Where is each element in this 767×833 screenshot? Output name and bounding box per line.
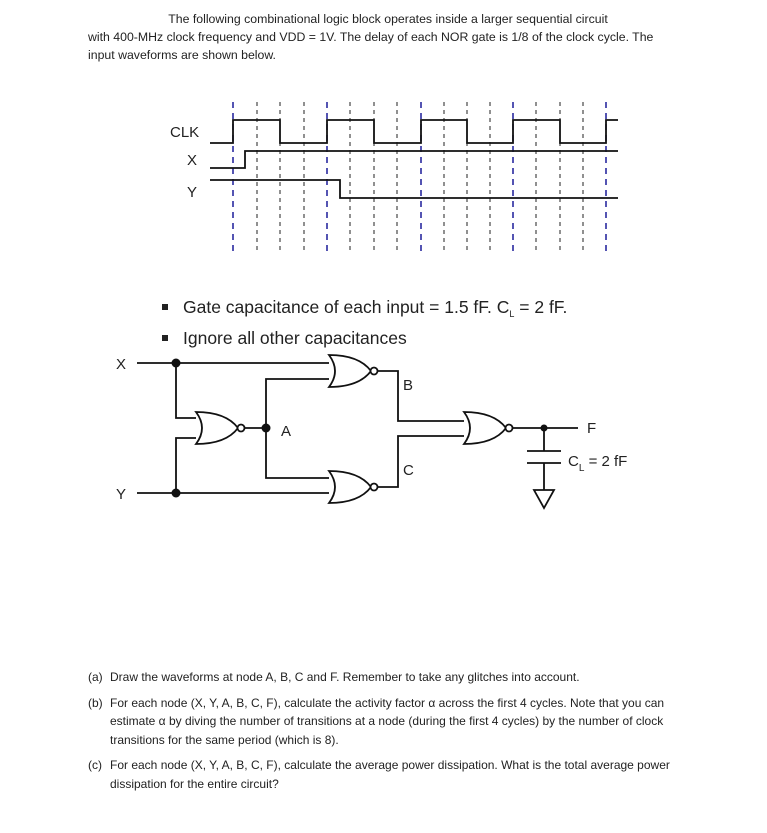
clock-edge-gridlines xyxy=(233,102,606,256)
question-label: (a) xyxy=(88,670,103,684)
junction-f xyxy=(541,425,548,432)
node-f-label: F xyxy=(587,420,597,437)
question-text: For each node (X, Y, A, B, C, F), calculate the activity factor α across the first 4 cycles. Note that you can estimate α by diving the number of transitions at a node (during the first 4 cycles) by the number of clock transitions for the same period (which is 8). xyxy=(110,695,665,747)
question-text: For each node (X, Y, A, B, C, F), calculate the average power dissipation. What is the total average power dissipation for the entire circuit? xyxy=(110,758,670,791)
question-text: Draw the waveforms at node A, B, C and F. Remember to take any glitches into account. xyxy=(110,670,580,684)
nor-gate-f xyxy=(464,412,506,444)
logic-schematic xyxy=(137,355,578,508)
load-cap-label: $C_L = 2$ fF xyxy=(568,453,628,474)
bullet-gate-capacitance xyxy=(162,292,567,323)
wire-a-down xyxy=(266,428,329,478)
bullet-gate-capacitance-text: Gate capacitance of each input = 1.5 fF. $C_L = 2$ fF. xyxy=(183,297,568,319)
wire-y-up xyxy=(176,438,196,493)
question-c xyxy=(88,756,688,793)
question-a xyxy=(88,668,688,687)
y-waveform xyxy=(210,180,618,198)
delay-gridlines xyxy=(257,102,583,252)
question-b xyxy=(88,694,688,750)
x-wave-label: X xyxy=(187,152,198,169)
y-wave-label: Y xyxy=(187,184,198,201)
question-label: (b) xyxy=(88,695,103,710)
nor-gate-a xyxy=(196,412,238,444)
bullet-marker-icon xyxy=(162,304,168,310)
nor-bubble-c xyxy=(371,484,378,491)
node-a-label: A xyxy=(281,423,292,440)
junction-y xyxy=(172,489,181,498)
question-list xyxy=(88,668,688,800)
timing-diagram xyxy=(170,102,618,256)
intro-line-2: with 400-MHz clock frequency and VDD = 1V. The delay of each NOR gate is 1/8 of the clock cycle. The xyxy=(88,30,654,44)
bullet-marker-icon xyxy=(162,335,168,341)
input-y-label: Y xyxy=(116,486,127,503)
intro-line-1: The following combinational logic block operates inside a larger sequential circuit xyxy=(168,12,608,26)
nor-bubble-a xyxy=(238,425,245,432)
clk-label: CLK xyxy=(170,124,200,141)
bullet-ignore-capacitances xyxy=(162,323,567,354)
clk-waveform xyxy=(210,120,618,143)
junction-x xyxy=(172,359,181,368)
wire-node-b xyxy=(375,371,464,421)
assumption-bullets xyxy=(162,292,567,354)
intro-line-3: input waveforms are shown below. xyxy=(88,48,276,62)
input-x-label: X xyxy=(116,356,127,373)
bullet-ignore-capacitances-text: Ignore all other capacitances xyxy=(183,328,407,348)
nor-bubble-b xyxy=(371,368,378,375)
wire-node-c xyxy=(375,436,464,487)
node-b-label: B xyxy=(403,377,414,394)
nor-gate-b xyxy=(329,355,371,387)
question-label: (c) xyxy=(88,758,102,772)
nor-gate-c xyxy=(329,471,371,503)
wire-a-up xyxy=(266,379,329,428)
nor-bubble-f xyxy=(506,425,513,432)
node-c-label: C xyxy=(403,462,414,479)
wire-x-down xyxy=(176,363,196,418)
x-waveform xyxy=(210,151,618,168)
ground-icon xyxy=(534,490,554,508)
junction-a xyxy=(262,424,271,433)
